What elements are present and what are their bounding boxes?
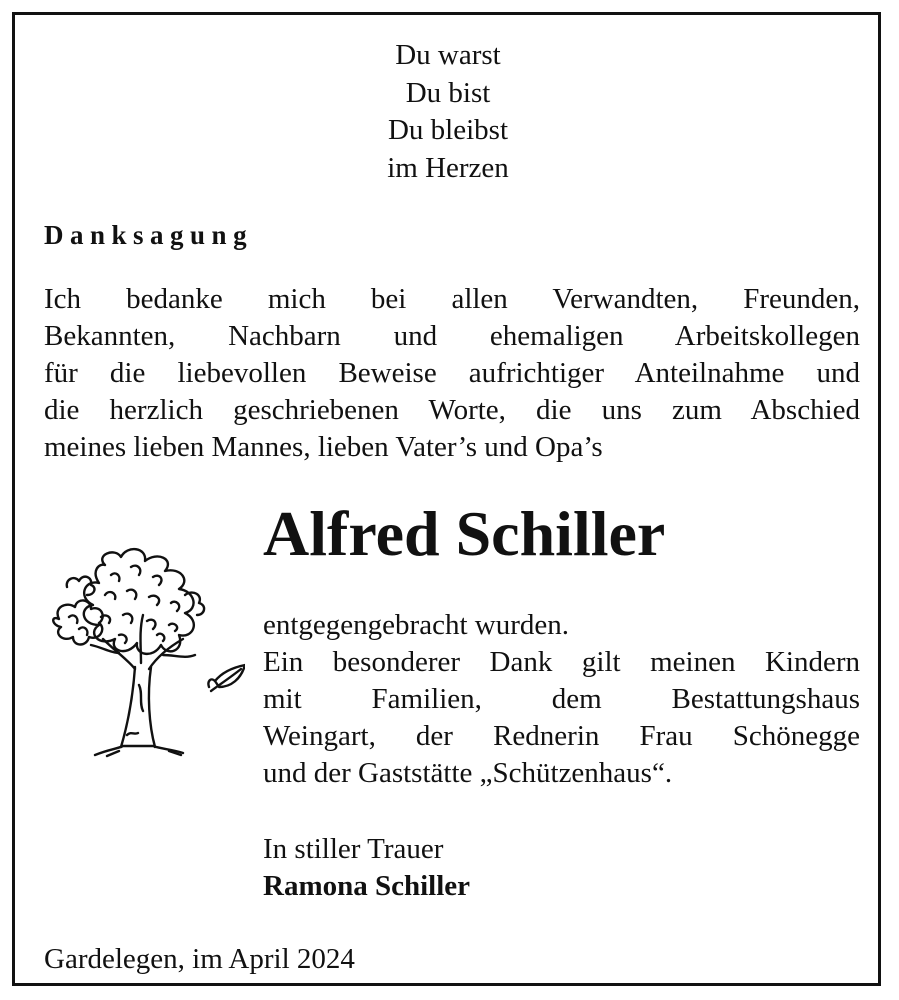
intro-line-3: für die liebevollen Beweise aufrichtiger Anteilnahme und — [44, 357, 860, 389]
thanks-line-2: Ein besonderer Dank gilt meinen Kindern — [263, 646, 860, 678]
place-date: Gardelegen, im April 2024 — [44, 943, 355, 975]
intro-line-2: Bekannten, Nachbarn und ehemaligen Arbeitskollegen — [44, 320, 860, 352]
poem-line-4: im Herzen — [387, 151, 509, 184]
closing-phrase: In stiller Trauer — [263, 833, 444, 865]
deceased-name: Alfred Schiller — [263, 498, 666, 569]
poem-line-3: Du bleibst — [387, 114, 509, 146]
poem-line-2: Du bist — [405, 76, 491, 109]
intro-line-4: die herzlich geschriebenen Worte, die uns zum Abschied — [44, 394, 860, 426]
tree-icon — [35, 535, 245, 765]
thanks-line-4: Weingart, der Rednerin Frau Schönegge — [263, 720, 860, 752]
poem — [15, 37, 881, 187]
thanks-line-1: entgegengebracht wurden. — [263, 609, 569, 641]
intro-paragraph — [44, 281, 860, 466]
thanks-paragraph — [263, 607, 860, 792]
thanks-line-5: und der Gaststätte „Schützenhaus“. — [263, 757, 673, 789]
thanks-line-3: mit Familien, dem Bestattungshaus — [263, 683, 860, 715]
heading: Danksagung — [44, 220, 254, 250]
signer-name: Ramona Schiller — [263, 870, 471, 902]
notice-frame — [12, 12, 881, 986]
poem-line-1: Du warst — [395, 39, 501, 71]
intro-line-5: meines lieben Mannes, lieben Vater’s und Opa’s — [44, 431, 603, 463]
intro-line-1: Ich bedanke mich bei allen Verwandten, Freunden, — [44, 283, 860, 315]
